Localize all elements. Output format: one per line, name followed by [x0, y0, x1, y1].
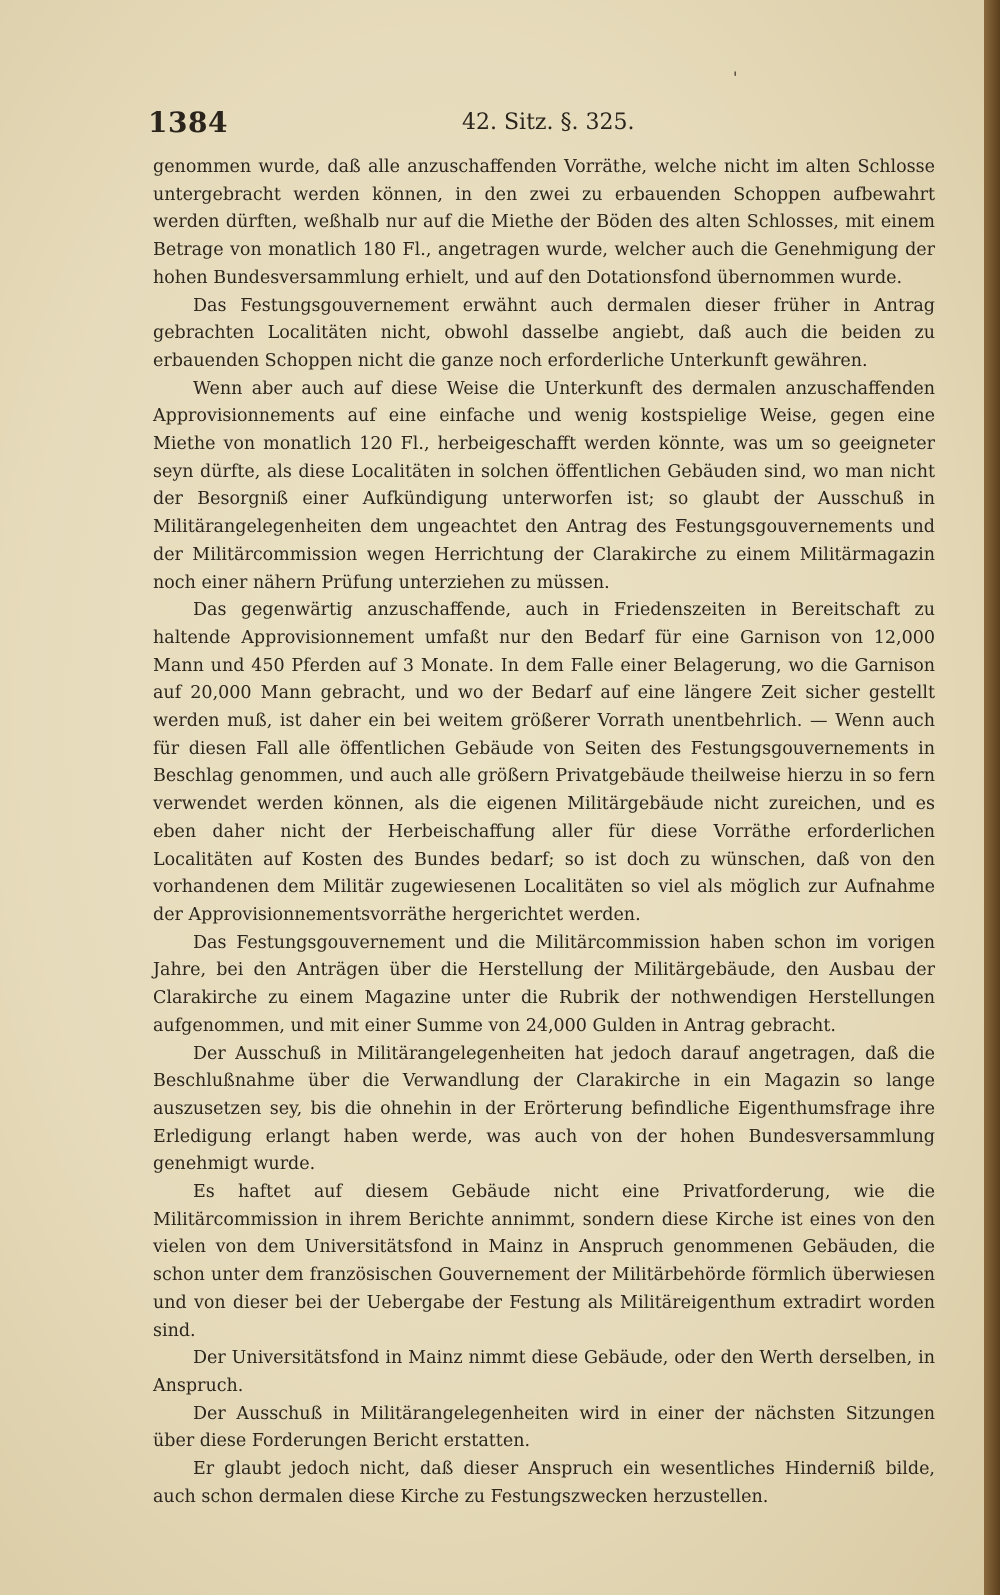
running-head: 42. Sitz. §. 325. [462, 110, 635, 135]
body-text [153, 154, 935, 1511]
paragraph: Er glaubt jedoch nicht, daß dieser Anspruch ein wesentliches Hinderniß bilde, auch schon dermalen diese Kirche zu Festungszwecken herzustellen. [153, 1459, 935, 1507]
paragraph: Das Festungsgouvernement und die Militärcommission haben schon im vorigen Jahre, bei den Anträgen über die Herstellung der Militärgebäude, den Ausbau der Clarakirche zu einem Magazine unter die Rubrik der nothwendigen Herstellungen aufgenommen, und mit einer Summe von 24,000 Gulden in Antrag gebracht. [153, 932, 935, 1036]
paragraph: Das Festungsgouvernement erwähnt auch dermalen dieser früher in Antrag gebrachten Localitäten nicht, obwohl dasselbe angiebt, daß auch die beiden zu erbauenden Schoppen nicht die ganze noch erforderliche Unterkunft gewähren. [153, 295, 935, 371]
paragraph: Der Ausschuß in Militärangelegenheiten wird in einer der nächsten Sitzungen über diese Forderungen Bericht erstatten. [153, 1403, 935, 1452]
page-header [148, 106, 928, 146]
paragraph: Der Ausschuß in Militärangelegenheiten hat jedoch darauf angetragen, daß die Beschlußnahme über die Verwandlung der Clarakirche in ein Magazin so lange auszusetzen sey, bis die ohnehin in der Erörterung befindliche Eigenthumsfrage ihre Erledigung erlangt haben werde, was auch von der hohen Bundesversammlung genehmigt wurde. [153, 1043, 935, 1175]
book-gutter [984, 0, 1000, 1595]
stray-mark: ' [733, 68, 738, 87]
paragraph: genommen wurde, daß alle anzuschaffenden Vorräthe, welche nicht im alten Schlosse untergebracht werden können, in den zwei zu erbauenden Schoppen aufbewahrt werden dürften, weßhalb nur auf die Miethe der Böden des alten Schlosses, mit einem Betrage von monatlich 180 Fl., angetragen wurde, welcher auch die Genehmigung der hohen Bundesversammlung erhielt, und auf den Dotationsfond übernommen wurde. [153, 157, 935, 288]
paragraph: Der Universitätsfond in Mainz nimmt diese Gebäude, oder den Werth derselben, in Anspruch. [153, 1348, 935, 1396]
paragraph: Wenn aber auch auf diese Weise die Unterkunft des dermalen anzuschaffenden Approvisionnements auf eine einfache und wenig kostspielige Weise, gegen eine Miethe von monatlich 120 Fl., herbeigeschafft werden könnte, was um so geeigneter seyn dürfte, als diese Localitäten in solchen öffentlichen Gebäuden sind, wo man nicht der Besorgniß einer Aufkündigung unterworfen ist; so glaubt der Ausschuß in Militärangelegenheiten dem ungeachtet den Antrag des Festungsgouvernements und der Militärcommission wegen Herrichtung der Clarakirche zu einem Militärmagazin noch einer nähern Prüfung unterziehen zu müssen. [153, 378, 935, 593]
paragraph: Es haftet auf diesem Gebäude nicht eine Privatforderung, wie die Militärcommission in ihrem Berichte annimmt, sondern diese Kirche ist eines von den vielen von dem Universitätsfond in Mainz in Anspruch genommenen Gebäuden, die schon unter dem französischen Gouvernement der Militärbehörde förmlich überwiesen und von dieser bei der Uebergabe der Festung als Militäreigenthum extradirt worden sind. [153, 1182, 935, 1341]
paragraph: Das gegenwärtig anzuschaffende, auch in Friedenszeiten in Bereitschaft zu haltende Approvisionnement umfaßt nur den Bedarf für eine Garnison von 12,000 Mann und 450 Pferden auf 3 Monate. In dem Falle einer Belagerung, wo die Garnison auf 20,000 Mann gebracht, und wo der Bedarf auf eine längere Zeit sicher gestellt werden muß, ist daher ein bei weitem größerer Vorrath unentbehrlich. — Wenn auch für diesen Fall alle öffentlichen Gebäude von Seiten des Festungsgouvernements in Beschlag genommen, und auch alle größern Privatgebäude theilweise hierzu in so fern verwendet werden können, als die eigenen Militärgebäude nicht zureichen, und es eben daher nicht der Herbeischaffung aller für diese Vorräthe erforderlichen Localitäten auf Kosten des Bundes bedarf; so ist doch zu wünschen, daß von den vorhandenen dem Militär zugewiesenen Localitäten so viel als möglich zur Aufnahme der Approvisionnementsvorräthe hergerichtet werden. [153, 600, 935, 925]
page-number: 1384 [148, 106, 228, 139]
